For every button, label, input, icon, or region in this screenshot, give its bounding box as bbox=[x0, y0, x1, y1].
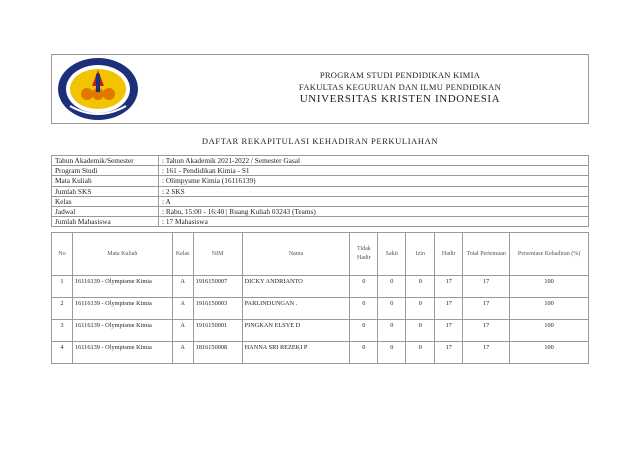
table-cell: 0 bbox=[378, 276, 406, 298]
table-cell: 1916150001 bbox=[193, 320, 242, 342]
info-value: : Tahun Akademik 2021-2022 / Semester Gasal bbox=[159, 156, 589, 166]
info-row bbox=[52, 156, 589, 166]
table-cell: 0 bbox=[406, 298, 435, 320]
table-cell: A bbox=[172, 342, 193, 364]
attendance-table bbox=[51, 232, 589, 364]
table-cell: 4 bbox=[52, 342, 73, 364]
table-cell: 1916150003 bbox=[193, 298, 242, 320]
table-cell: 0 bbox=[378, 298, 406, 320]
info-label: Jumlah Mahasiswa bbox=[52, 217, 159, 227]
university-logo-icon bbox=[56, 56, 140, 122]
info-label: Program Studi bbox=[52, 166, 159, 176]
info-label: Tahun Akademik/Semester bbox=[52, 156, 159, 166]
table-cell: 1916150007 bbox=[193, 276, 242, 298]
table-cell: 16116139 - Olympisme Kimia bbox=[72, 276, 172, 298]
table-cell: 100 bbox=[510, 276, 589, 298]
table-cell: 16116139 - Olympisme Kimia bbox=[72, 342, 172, 364]
table-cell: 17 bbox=[463, 342, 510, 364]
info-value: : 17 Mahasiswa bbox=[159, 217, 589, 227]
table-cell: 0 bbox=[406, 276, 435, 298]
table-cell: 1 bbox=[52, 276, 73, 298]
info-row bbox=[52, 186, 589, 196]
info-label: Jadwal bbox=[52, 206, 159, 216]
column-header: Hadir bbox=[435, 233, 463, 276]
document-title: DAFTAR REKAPITULASI KEHADIRAN PERKULIAHAN bbox=[201, 136, 439, 146]
table-cell: 0 bbox=[378, 320, 406, 342]
header-text bbox=[212, 69, 588, 105]
info-label: Kelas bbox=[52, 196, 159, 206]
table-cell: 3 bbox=[52, 320, 73, 342]
column-header: Sakit bbox=[378, 233, 406, 276]
table-cell: 17 bbox=[435, 276, 463, 298]
table-cell: 0 bbox=[406, 320, 435, 342]
column-header: Persentase Kehadiran (%) bbox=[510, 233, 589, 276]
info-value: : Rabu, 15:00 - 16:40 | Ruang Kuliah 03243 (Teams) bbox=[159, 206, 589, 216]
table-cell: 100 bbox=[510, 342, 589, 364]
table-cell: 100 bbox=[510, 298, 589, 320]
info-label: Mata Kuliah bbox=[52, 176, 159, 186]
table-cell: PARLINDUNGAN . bbox=[242, 298, 350, 320]
table-row bbox=[52, 342, 589, 364]
table-cell: 17 bbox=[463, 298, 510, 320]
course-info-table bbox=[51, 155, 589, 227]
table-cell: 16116139 - Olympisme Kimia bbox=[72, 320, 172, 342]
info-row bbox=[52, 206, 589, 216]
table-cell: 0 bbox=[350, 276, 378, 298]
info-row bbox=[52, 217, 589, 227]
table-cell: A bbox=[172, 298, 193, 320]
table-cell: 0 bbox=[350, 320, 378, 342]
table-row bbox=[52, 276, 589, 298]
table-cell: 16116139 - Olympisme Kimia bbox=[72, 298, 172, 320]
column-header: Nama bbox=[242, 233, 350, 276]
table-cell: A bbox=[172, 276, 193, 298]
table-cell: HANNA SRI REZEKI P bbox=[242, 342, 350, 364]
info-row bbox=[52, 196, 589, 206]
info-value: : Olimpysme Kimia (16116139) bbox=[159, 176, 589, 186]
table-cell: PINGKAN ELSYE D bbox=[242, 320, 350, 342]
info-row bbox=[52, 176, 589, 186]
table-row bbox=[52, 320, 589, 342]
table-cell: 2 bbox=[52, 298, 73, 320]
table-cell: 17 bbox=[463, 276, 510, 298]
table-cell: 17 bbox=[435, 298, 463, 320]
column-header: No bbox=[52, 233, 73, 276]
table-cell: 0 bbox=[350, 298, 378, 320]
table-cell: 0 bbox=[406, 342, 435, 364]
table-cell: 17 bbox=[435, 320, 463, 342]
table-cell: 0 bbox=[378, 342, 406, 364]
table-cell: 17 bbox=[463, 320, 510, 342]
info-value: : 161 - Pendidikan Kimia - S1 bbox=[159, 166, 589, 176]
column-header: Mata Kuliah bbox=[72, 233, 172, 276]
info-row bbox=[52, 166, 589, 176]
info-value: : A bbox=[159, 196, 589, 206]
info-label: Jumlah SKS bbox=[52, 186, 159, 196]
column-header: NIM bbox=[193, 233, 242, 276]
info-value: : 2 SKS bbox=[159, 186, 589, 196]
table-cell: 0 bbox=[350, 342, 378, 364]
column-header: Tidak Hadir bbox=[350, 233, 378, 276]
column-header: Kelas bbox=[172, 233, 193, 276]
header-box bbox=[51, 54, 589, 124]
table-cell: 100 bbox=[510, 320, 589, 342]
table-cell: 1816150008 bbox=[193, 342, 242, 364]
column-header: Izin bbox=[406, 233, 435, 276]
column-header: Total Pertemuan bbox=[463, 233, 510, 276]
table-cell: DICKY ANDRIANTO bbox=[242, 276, 350, 298]
table-cell: 17 bbox=[435, 342, 463, 364]
header-line2: FAKULTAS KEGURUAN DAN ILMU PENDIDIKAN bbox=[298, 82, 502, 92]
table-row bbox=[52, 298, 589, 320]
header-line3: UNIVERSITAS KRISTEN INDONESIA bbox=[299, 93, 501, 105]
header-line1: PROGRAM STUDI PENDIDIKAN KIMIA bbox=[319, 70, 481, 80]
table-cell: A bbox=[172, 320, 193, 342]
